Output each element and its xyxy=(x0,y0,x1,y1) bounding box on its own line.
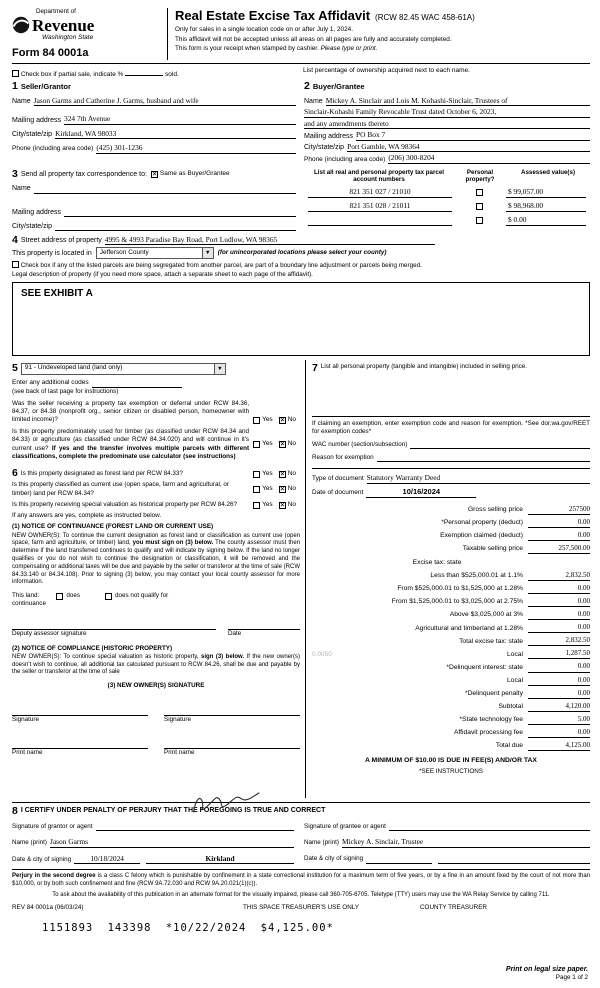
print-note xyxy=(506,965,588,982)
certify-columns xyxy=(12,820,590,864)
date-of-document-label: Date of document xyxy=(312,489,364,497)
tax-row-label: Total excise tax: state xyxy=(459,637,523,645)
personal-property-cell xyxy=(452,189,506,198)
no-label: No xyxy=(287,415,296,423)
dor-branding xyxy=(12,8,160,60)
yes-label: Yes xyxy=(262,500,273,508)
current-use-yes-no xyxy=(253,485,300,493)
forest-question-row xyxy=(12,468,300,479)
tax-row xyxy=(312,518,590,528)
grantor-date-field[interactable]: 10/18/2024 xyxy=(74,855,140,865)
form-title-block xyxy=(175,8,590,60)
buyer-mailing-label: Mailing address xyxy=(304,132,354,140)
form-title: Real Estate Excise Tax Affidavit xyxy=(175,8,371,23)
seller-mailing-label: Mailing address xyxy=(12,116,62,124)
parcel-number-field[interactable]: 821 351 027 / 21010 xyxy=(308,188,452,198)
parcel-row xyxy=(304,216,590,226)
tax-row xyxy=(312,715,590,725)
exhibit-text: SEE EXHIBIT A xyxy=(21,287,93,299)
parcel-row xyxy=(304,188,590,198)
parcel-table-header xyxy=(304,169,590,184)
notice-compliance-title: (2) NOTICE OF COMPLIANCE (HISTORIC PROPERTY) xyxy=(12,644,173,652)
tax-row-value[interactable]: 0.00 xyxy=(528,597,590,607)
seller-section xyxy=(12,81,304,164)
certify-statement: I CERTIFY UNDER PENALTY OF PERJURY THAT THE FOREGOING IS TRUE AND CORRECT xyxy=(20,807,326,815)
s5-timber-yes-checkbox[interactable] xyxy=(253,441,260,448)
rev-form-number: REV 84 0001a (06/03/24) xyxy=(12,904,84,912)
if-yes-note: If any answers are yes, complete as instructed below. xyxy=(12,512,162,520)
yes-label: Yes xyxy=(262,485,273,493)
grantee-name-print-label: Name (print) xyxy=(304,839,339,847)
tax-row-value[interactable]: 0.00 xyxy=(528,518,590,528)
no-label: No xyxy=(287,485,296,493)
no-label: No xyxy=(287,470,296,477)
tax-row xyxy=(312,505,590,515)
buyer-phone-field[interactable]: (206) 300-8204 xyxy=(388,154,590,164)
owner-print-name-line-1[interactable] xyxy=(12,737,148,749)
buyer-mailing-field[interactable]: PO Box 7 xyxy=(356,131,590,141)
personal-property-cell xyxy=(452,217,506,226)
owner-printname-lines xyxy=(12,737,300,757)
tax-row-value[interactable]: 0.00 xyxy=(528,676,590,686)
correspondence-city-label: City/state/zip xyxy=(12,222,53,230)
continuance-label: continuance xyxy=(12,600,46,608)
tax-row xyxy=(312,676,590,686)
tax-row xyxy=(312,557,590,568)
tax-row-label: *Delinquent interest: state xyxy=(446,663,523,671)
seller-phone-field[interactable]: (425) 301-1236 xyxy=(96,144,296,154)
exemption-note: If claiming an exemption, enter exemption code and reason for exemption. *See dor.wa.gov/REET for exemption codes* xyxy=(312,420,590,436)
current-use-question-row xyxy=(12,481,300,497)
divider xyxy=(12,802,590,803)
personal-property-checkbox[interactable] xyxy=(476,217,483,224)
partial-percent-field[interactable] xyxy=(125,67,163,76)
forest-yes-no xyxy=(253,470,300,478)
tax-row xyxy=(312,636,590,646)
tax-row-label: Above $3,025,000 at 3% xyxy=(449,611,523,619)
partial-sale-left xyxy=(12,67,299,79)
tax-row xyxy=(312,662,590,672)
tax-row-label: Affidavit processing fee xyxy=(453,729,523,737)
tax-row-label: *State technology fee xyxy=(459,716,523,724)
seller-name-label: Name xyxy=(12,98,31,106)
personal-property-section xyxy=(312,363,590,374)
chevron-down-icon[interactable] xyxy=(214,364,225,374)
tax-row-value[interactable]: 4,120.00 xyxy=(528,702,590,712)
county-selected-value: Jefferson County xyxy=(99,249,149,256)
forest-question: Is this property designated as forest land per RCW 84.33? xyxy=(20,470,183,478)
date-of-document-field[interactable]: 10/16/2024 xyxy=(366,487,476,498)
reason-exemption-label: Reason for exemption xyxy=(312,454,374,462)
grantee-date-field[interactable] xyxy=(366,855,432,864)
tax-row-value[interactable]: 2,832.50 xyxy=(528,636,590,646)
yes-label: Yes xyxy=(262,415,273,423)
correspondence-mailing-label: Mailing address xyxy=(12,208,62,216)
section-1-number: 1 xyxy=(12,80,18,93)
tax-row-value[interactable]: 0.00 xyxy=(528,662,590,672)
divider xyxy=(312,468,590,469)
tax-row-label: *Delinquent penalty xyxy=(465,689,523,697)
personal-property-cell xyxy=(452,203,506,212)
buyer-city-label: City/state/zip xyxy=(304,144,345,152)
section-2-number: 2 xyxy=(304,80,310,93)
washington-state-label: Washington State xyxy=(42,34,94,42)
county-treasurer-label: COUNTY TREASURER xyxy=(420,904,487,912)
tax-row-label: Less than $525,000.01 at 1.1% xyxy=(430,572,523,580)
same-as-buyer-checkbox[interactable] xyxy=(151,171,158,178)
tax-row-value[interactable]: 257,500.00 xyxy=(528,544,590,554)
grantee-certify-column xyxy=(304,820,590,864)
reason-exemption-field[interactable] xyxy=(377,453,590,462)
grantee-city-field[interactable] xyxy=(438,855,590,864)
owner-signature-lines xyxy=(12,704,300,724)
parcel-col-numbers-header: List all real and personal property tax parcel account numbers xyxy=(314,168,444,184)
land-does-not-checkbox[interactable] xyxy=(105,593,112,600)
print-name-label: Print name xyxy=(12,748,43,756)
parcel-table xyxy=(304,169,590,231)
divider xyxy=(312,416,590,417)
department-of-label: Department of xyxy=(36,8,76,15)
historic-question-row xyxy=(12,501,300,509)
tax-row-label: *Personal property (deduct) xyxy=(441,519,523,527)
tax-row xyxy=(312,571,590,581)
section-5-number: 5 xyxy=(12,362,18,375)
partial-sale-checkbox[interactable] xyxy=(12,70,19,77)
tax-row xyxy=(312,623,590,633)
right-column xyxy=(306,360,590,798)
deputy-signature-line[interactable] xyxy=(12,621,216,630)
parties-row xyxy=(12,81,590,164)
deputy-lines xyxy=(12,621,300,630)
seller-phone-label: Phone (including area code) xyxy=(12,145,94,153)
tax-row-value[interactable]: 0.00 xyxy=(528,689,590,699)
correspondence-section xyxy=(12,169,304,231)
dor-logo-icon xyxy=(12,16,30,34)
s6-current-use-yes-checkbox[interactable] xyxy=(253,486,260,493)
form-number: Form 84 0001a xyxy=(12,46,89,59)
yes-label: Yes xyxy=(262,440,273,448)
tax-row xyxy=(312,689,590,699)
personal-property-checkbox[interactable] xyxy=(476,189,483,196)
tax-computation-table xyxy=(312,502,590,751)
s6-historic-no-checkbox[interactable] xyxy=(279,502,286,509)
header-divider xyxy=(167,8,168,60)
tax-row xyxy=(312,702,590,712)
section-8-number: 8 xyxy=(12,804,18,817)
no-label: No xyxy=(287,500,296,508)
buyer-city-field[interactable]: Port Gamble, WA 98364 xyxy=(347,143,590,153)
tax-row-value[interactable]: 0.00 xyxy=(528,610,590,620)
tax-row-value[interactable]: 257500 xyxy=(528,505,590,515)
personal-property-checkbox[interactable] xyxy=(476,203,483,210)
assessed-value-field[interactable]: $ 98,968.00 xyxy=(506,202,586,212)
deputy-signature-label: Deputy assessor signature xyxy=(12,630,87,638)
accessibility-note: To ask about the availability of this publication in an alternate format for the visually impaired, please call 360-705-6705. Teletype (TTY) users may use the WA Relay Service by calling 711. xyxy=(52,891,550,898)
tax-row-label: Taxable selling price xyxy=(462,545,523,553)
grantor-city-field[interactable]: Kirkland xyxy=(146,855,294,865)
header-note-2: This affidavit will not be accepted unless all areas on all pages are fully and accurately completed. xyxy=(175,35,452,43)
historic-question: Is this property receiving special valuation as historical property per RCW 84.26? xyxy=(12,500,238,508)
tax-row-label: Subtotal xyxy=(498,703,523,711)
mid-columns xyxy=(12,360,590,798)
tax-row xyxy=(312,610,590,620)
exemption-yes-no xyxy=(253,416,300,424)
deputy-date-label: Date xyxy=(228,630,242,638)
grantor-name-print-label: Name (print) xyxy=(12,839,47,847)
legal-size-note: Print on legal size paper. xyxy=(505,965,588,973)
street-address-label: Street address of property xyxy=(20,237,102,245)
seller-mailing-field[interactable]: 324 7th Avenue xyxy=(64,115,296,125)
tax-row-label: Gross selling price xyxy=(467,506,523,514)
deputy-date-line[interactable] xyxy=(228,621,300,630)
segregate-text: Check box if any of the listed parcels are being segregated from another parcel, are part of a boundary line adjustment or parcels being merged. xyxy=(20,262,422,270)
grantee-signature-label: Signature of grantee or agent xyxy=(304,822,386,830)
does-label: does xyxy=(66,592,80,600)
buyer-name-field-line3[interactable]: and any amendments thereto xyxy=(304,120,590,130)
s6-forest-no-checkbox[interactable] xyxy=(279,471,286,478)
grantee-date-city-label: Date & city of signing xyxy=(304,855,364,863)
tax-row-label: From $525,000.01 to $1,525,000 at 1.28% xyxy=(397,585,523,593)
minimum-due-note: A MINIMUM OF $10.00 IS DUE IN FEE(S) AND/OR TAX xyxy=(365,757,537,765)
correspondence-name-field[interactable] xyxy=(34,185,296,194)
signature-label: Signature xyxy=(164,716,191,724)
this-land-label: This land: xyxy=(12,592,40,600)
personal-property-field[interactable] xyxy=(312,373,590,413)
s5-timber-no-checkbox[interactable] xyxy=(279,441,286,448)
grantee-name-print-field[interactable]: Mickey A. Sinclair, Trustee xyxy=(342,838,590,848)
land-qualify-row xyxy=(12,592,300,600)
grantor-signature-scribble xyxy=(189,788,265,819)
section-3-number: 3 xyxy=(12,167,18,180)
section-4-number: 4 xyxy=(12,233,18,246)
correspondence-parcels-row xyxy=(12,169,590,231)
revenue-wordmark: Revenue xyxy=(32,15,95,35)
owner-signature-line-1[interactable] xyxy=(12,704,148,716)
tax-row-label: Local xyxy=(507,650,523,658)
segregate-line xyxy=(12,261,590,270)
tax-row-label: Agricultural and timberland at 1.28% xyxy=(415,624,523,632)
grantor-signature-line[interactable] xyxy=(96,822,294,831)
see-instructions-note: *SEE INSTRUCTIONS xyxy=(418,767,484,775)
buyer-heading: Buyer/Grantee xyxy=(312,81,365,91)
page-indicator: Page 1 of 2 xyxy=(555,973,588,981)
legal-description-box[interactable] xyxy=(12,282,590,356)
new-owner-signature-title: (3) NEW OWNER(S) SIGNATURE xyxy=(107,682,205,690)
s6-forest-yes-checkbox[interactable] xyxy=(253,471,260,478)
wac-number-field[interactable] xyxy=(410,440,590,449)
grantor-certify-column xyxy=(12,820,304,864)
notice-compliance-body: NEW OWNER(S): To continue special valuation as historic property, sign (3) below. If the new owner(s) doesn't wish to continue, all additional tax calculated pursuant to RCW 84.26, shall be due and payable by the seller or transferor at the time of sale xyxy=(12,653,300,676)
partial-sale-row xyxy=(12,67,590,79)
partial-sale-label: Check box if partial sale, indicate % xyxy=(20,70,124,78)
correspondence-label: Send all property tax correspondence to: xyxy=(20,170,147,178)
correspondence-name-label: Name xyxy=(12,185,31,193)
buyer-name-field-line2[interactable]: Sinclair-Kohashi Family Revocable Trust dated October 6, 2023, xyxy=(304,108,590,118)
street-address-field[interactable]: 4995 & 4993 Paradise Bay Road, Port Ludlow, WA 98365 xyxy=(105,236,435,246)
tax-row xyxy=(312,741,590,751)
section-7-number: 7 xyxy=(312,361,318,374)
owner-print-name-line-2[interactable] xyxy=(164,737,300,749)
header-note-1: Only for sales in a single location code on or after July 1, 2024. xyxy=(175,25,353,33)
see-back-note: (see back of last page for instructions) xyxy=(12,387,119,395)
tax-row-label: Local xyxy=(507,676,523,684)
tax-row xyxy=(312,597,590,607)
treasurer-space-label: THIS SPACE TREASURER'S USE ONLY xyxy=(243,904,359,912)
tax-row-label: Total due xyxy=(495,742,523,750)
tax-row xyxy=(312,544,590,554)
unincorporated-note: (for unincorporated locations please select your county) xyxy=(217,249,387,257)
personal-property-label: List all personal property (tangible and intangible) included in selling price. xyxy=(320,362,528,370)
historic-yes-no xyxy=(253,501,300,509)
s6-current-use-no-checkbox[interactable] xyxy=(279,486,286,493)
correspondence-mailing-field[interactable] xyxy=(64,208,296,217)
located-in-label: This property is located in xyxy=(12,249,92,257)
form-header xyxy=(12,8,590,60)
buyer-section xyxy=(304,81,590,164)
notice-continuance-body: NEW OWNER(S): To continue the current designation as forest land or classification as current use (open space, farm and agriculture, or timber) land, you must sign on (3) below. The county assessor must then determine if the land transferred continues to qualify and will indicate by signing below. If the land no longer qualifies or you do not wish to continue the designation or classification, it will be removed and the compensating or additional taxes will be due and payable by the seller or transferor at the time of sale (RCW 84.33.140 or 84.34.108). Prior to signing (3) below, you may contact your local county assessor for more information. xyxy=(12,532,300,586)
current-use-question: Is this property classified as current use (open space, farm and agricultural, or timber) land per RCW 84.34? xyxy=(12,481,229,497)
tax-row-label: Exemption claimed (deduct) xyxy=(440,532,523,540)
s6-historic-yes-checkbox[interactable] xyxy=(253,502,260,509)
notice-continuance-title: (1) NOTICE OF CONTINUANCE (FOREST LAND OR CURRENT USE) xyxy=(12,523,214,531)
buyer-phone-label: Phone (including area code) xyxy=(304,155,386,163)
seller-name-field[interactable]: Jason Garms and Catherine J. Garms, husband and wife xyxy=(34,97,296,107)
parcel-col-assessed-header: Assessed value(s) xyxy=(521,168,575,176)
tax-row-value[interactable]: 0.00 xyxy=(528,623,590,633)
same-as-buyer-label: Same as Buyer/Grantee xyxy=(159,169,230,177)
tax-row-value[interactable]: 4,125.00 xyxy=(528,741,590,751)
buyer-name-label: Name xyxy=(304,98,323,106)
grantor-name-print-field[interactable]: Jason Garms xyxy=(50,838,294,848)
ownership-percent-note: List percentage of ownership acquired next to each name. xyxy=(303,66,470,74)
tax-row-value[interactable]: 1,287.50 xyxy=(528,649,590,659)
chevron-down-icon[interactable] xyxy=(202,248,213,258)
tax-row xyxy=(312,531,590,541)
tax-row-value[interactable]: 0.00 xyxy=(528,531,590,541)
land-does-checkbox[interactable] xyxy=(56,593,63,600)
owner-signature-line-2[interactable] xyxy=(164,704,300,716)
parcel-number-field[interactable] xyxy=(308,216,452,226)
left-column xyxy=(12,360,306,798)
buyer-name-field-line1[interactable]: Mickey A. Sinclair and Lois M. Kohashi-Sinclair, Trustees of xyxy=(326,97,590,107)
tax-row-label: From $1,525,000.01 to $3,025,000 at 2.75% xyxy=(391,598,523,606)
segregated-checkbox[interactable] xyxy=(12,261,19,268)
tax-row-value[interactable]: 5.00 xyxy=(528,715,590,725)
grantor-signature-label: Signature of grantor or agent xyxy=(12,822,93,830)
cashier-stamp: 1151893 143398 *10/22/2024 $4,125.00* xyxy=(42,921,334,934)
county-select[interactable] xyxy=(96,247,214,259)
sold-label: sold. xyxy=(165,70,179,78)
perjury-statement: Perjury in the second degree is a class C felony which is punishable by confinement in a state correctional institution for a maximum term of five years, or by a fine in an amount fixed by the court of not more than $10,000, or by both such confinement and fine (RCW 9A.72.030 and RCW 9A.20.021(1)(c)). xyxy=(12,873,591,887)
assessed-value-field[interactable]: $ 99,057.00 xyxy=(506,188,586,198)
footer-row xyxy=(12,904,590,912)
s5-exemption-yes-checkbox[interactable] xyxy=(253,417,260,424)
section-6-number: 6 xyxy=(12,466,18,479)
assessed-value-field[interactable]: $ 0.00 xyxy=(506,216,586,226)
exemption-question-row xyxy=(12,400,300,425)
no-label: No xyxy=(287,440,296,448)
rcw-reference: (RCW 82.45 WAC 458-61A) xyxy=(375,13,475,22)
timber-question-row xyxy=(12,428,300,461)
tax-row xyxy=(312,584,590,594)
timber-question: Is this property predominately used for timber (as classified under RCW 84.34 and 84.33) or agriculture (as classified under RCW 84.34.020) and will continue in it's current use? If yes and the transfer involves multiple parcels with different classifications, complete the predominate use calculator (see instructions) xyxy=(12,428,250,460)
signature-label: Signature xyxy=(12,716,39,724)
divider xyxy=(12,869,590,870)
s5-exemption-no-checkbox[interactable] xyxy=(279,417,286,424)
seller-city-label: City/state/zip xyxy=(12,131,53,139)
tax-row-value[interactable]: 0.00 xyxy=(528,728,590,738)
seller-city-field[interactable]: Kirkland, WA 98033 xyxy=(55,130,296,140)
type-of-document-label: Type of document xyxy=(312,475,364,483)
yes-label: Yes xyxy=(262,470,273,477)
exemption-question: Was the seller receiving a property tax exemption or deferral under RCW 84.36, 84.37, or 84.38 (nonprofit org., senior citizen or disabled person, homeowner with limited income)? xyxy=(12,399,250,424)
land-use-selected-value: 91 - Undeveloped land (land only) xyxy=(24,364,123,372)
parcel-col-personal-header: Personal property? xyxy=(465,168,495,184)
type-of-document-field[interactable]: Statutory Warranty Deed xyxy=(367,474,590,484)
does-not-label: does not qualify for xyxy=(114,592,169,600)
parcel-number-field[interactable]: 821 351 028 / 21011 xyxy=(308,202,452,212)
tax-row xyxy=(312,728,590,738)
print-name-label: Print name xyxy=(164,748,195,756)
header-rule xyxy=(12,63,590,64)
property-section xyxy=(12,235,590,356)
grantee-signature-line[interactable] xyxy=(389,822,590,831)
land-use-code-select[interactable] xyxy=(21,363,226,375)
parcel-row xyxy=(304,202,590,212)
certify-section xyxy=(12,806,590,865)
local-rate-note: 0.0050 xyxy=(312,650,332,658)
wac-number-label: WAC number (section/subsection) xyxy=(312,441,408,449)
tax-row-label: Excise tax: state xyxy=(412,559,462,567)
seller-heading: Seller/Grantor xyxy=(20,81,71,91)
additional-codes-field[interactable] xyxy=(92,379,182,388)
tax-row-value[interactable]: 2,832.50 xyxy=(528,571,590,581)
header-note-3: This form is your receipt when stamped by cashier. Please type or print. xyxy=(175,45,378,53)
deputy-labels xyxy=(12,630,300,638)
correspondence-city-field[interactable] xyxy=(55,222,296,231)
grantor-date-city-label: Date & city of signing xyxy=(12,855,72,863)
tax-row xyxy=(312,649,590,659)
timber-yes-no xyxy=(253,440,300,448)
additional-codes-label: Enter any additional codes xyxy=(12,379,89,387)
legal-description-label: Legal description of property (if you need more space, attach a separate sheet to each page of the affidavit). xyxy=(12,271,313,279)
tax-row-value[interactable]: 0.00 xyxy=(528,584,590,594)
